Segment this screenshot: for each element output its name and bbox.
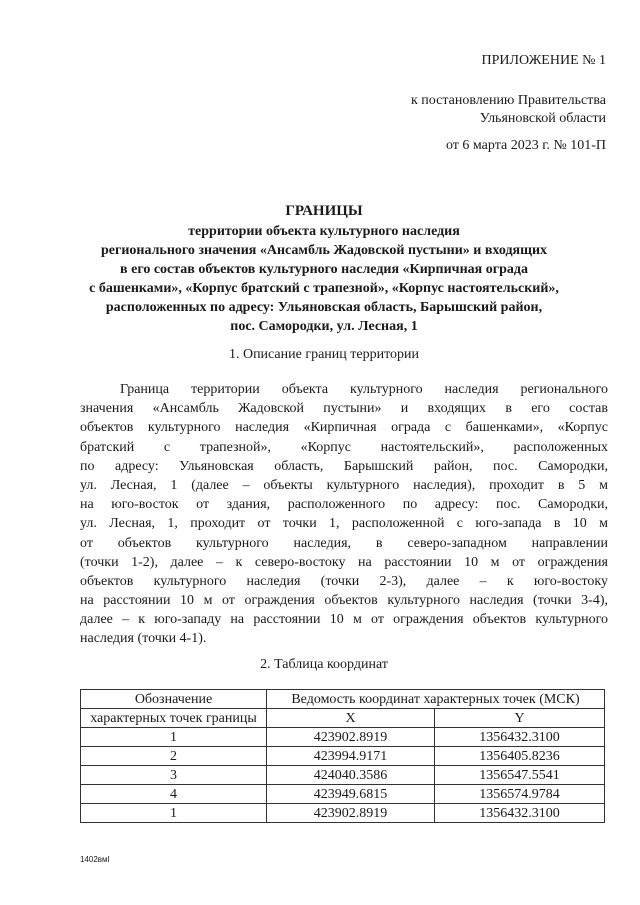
point-designation-header: Обозначение [81, 690, 267, 709]
point-cell: 1 [81, 728, 267, 747]
point-cell: 4 [81, 785, 267, 804]
subtitle-line: пос. Самородки, ул. Лесная, 1 [230, 319, 418, 334]
section-heading-coordinates-table: 2. Таблица координат [260, 657, 388, 672]
decree-reference-line1: к постановлению Правительства [410, 93, 606, 108]
paragraph-line: далее – к юго-западу на расстоянии 10 м от ограждения объектов культурного [80, 612, 608, 628]
paragraph-line: объектов культурного наследия «Кирпичная ограда с башенками», «Корпус [80, 420, 608, 436]
paragraph-line: значения «Ансамбль Жадовской пустыни» и входящих в его состав [80, 401, 608, 417]
section-heading-boundary-description: 1. Описание границ территории [228, 347, 420, 362]
coordinates-table [80, 689, 605, 823]
document-code: 1402вмI [80, 855, 110, 864]
decree-reference-line2: Ульяновской области [479, 111, 606, 126]
table-row [81, 766, 605, 785]
paragraph-line: от объектов культурного наследия, в северо-западном направлении [80, 535, 608, 551]
paragraph-line: братский с трапезной», «Корпус настоятельский», расположенных [80, 439, 608, 455]
table-header-row [81, 709, 605, 728]
paragraph-line: объектов культурного наследия (точки 2-3), далее – к юго-востоку [80, 573, 608, 589]
subtitle-line: с башенками», «Корпус братский с трапезной», «Корпус настоятельский», [89, 281, 559, 296]
decree-date: от 6 марта 2023 г. № 101-П [445, 138, 606, 153]
table-row [81, 785, 605, 804]
paragraph-line: по адресу: Ульяновская область, Барышский район, пос. Самородки, [80, 458, 608, 474]
boundary-description-paragraph [80, 380, 608, 649]
x-cell: 423902.8919 [267, 728, 435, 747]
paragraph-line: Граница территории объекта культурного наследия регионального [120, 382, 608, 397]
point-designation-header-cont: характерных точек границы [81, 709, 267, 728]
y-cell: 1356547.5541 [435, 766, 605, 785]
point-cell: 2 [81, 747, 267, 766]
table-row [81, 804, 605, 823]
y-cell: 1356432.3100 [435, 728, 605, 747]
table-header-row [81, 690, 605, 709]
subtitle-line: территории объекта культурного наследия [188, 224, 460, 239]
subtitle-line: регионального значения «Ансамбль Жадовской пустыни» и входящих [100, 243, 548, 258]
point-cell: 3 [81, 766, 267, 785]
document-subtitle [40, 222, 608, 336]
appendix-label: ПРИЛОЖЕНИЕ № 1 [481, 53, 606, 68]
y-column-header: Y [435, 709, 605, 728]
paragraph-line: ул. Лесная, 1, проходит от точки 1, расположенной с юго-запада в 10 м [80, 516, 608, 532]
x-cell: 424040.3586 [267, 766, 435, 785]
x-cell: 423994.9171 [267, 747, 435, 766]
table-row [81, 747, 605, 766]
paragraph-line: на юго-восток от здания, расположенного по адресу: пос. Самородки, [80, 497, 608, 513]
x-cell: 423949.6815 [267, 785, 435, 804]
y-cell: 1356574.9784 [435, 785, 605, 804]
x-cell: 423902.8919 [267, 804, 435, 823]
point-cell: 1 [81, 804, 267, 823]
paragraph-line: на расстоянии 10 м от ограждения объектов культурного наследия (точки 3-4), [80, 593, 608, 609]
subtitle-line: в его состав объектов культурного наследия «Кирпичная ограда [120, 262, 528, 277]
coordinates-group-header: Ведомость координат характерных точек (МСК) [267, 690, 605, 709]
paragraph-line: (точки 1-2), далее – к северо-востоку на расстоянии 10 м от ограждения [80, 554, 608, 570]
x-column-header: X [267, 709, 435, 728]
y-cell: 1356432.3100 [435, 804, 605, 823]
y-cell: 1356405.8236 [435, 747, 605, 766]
paragraph-line: ул. Лесная, 1 (далее – объекты культурного наследия), проходит в 5 м [80, 477, 608, 493]
paragraph-line: наследия (точки 4-1). [80, 631, 207, 647]
subtitle-line: расположенных по адресу: Ульяновская область, Барышский район, [105, 300, 543, 315]
table-row [81, 728, 605, 747]
document-title: ГРАНИЦЫ [285, 203, 363, 219]
